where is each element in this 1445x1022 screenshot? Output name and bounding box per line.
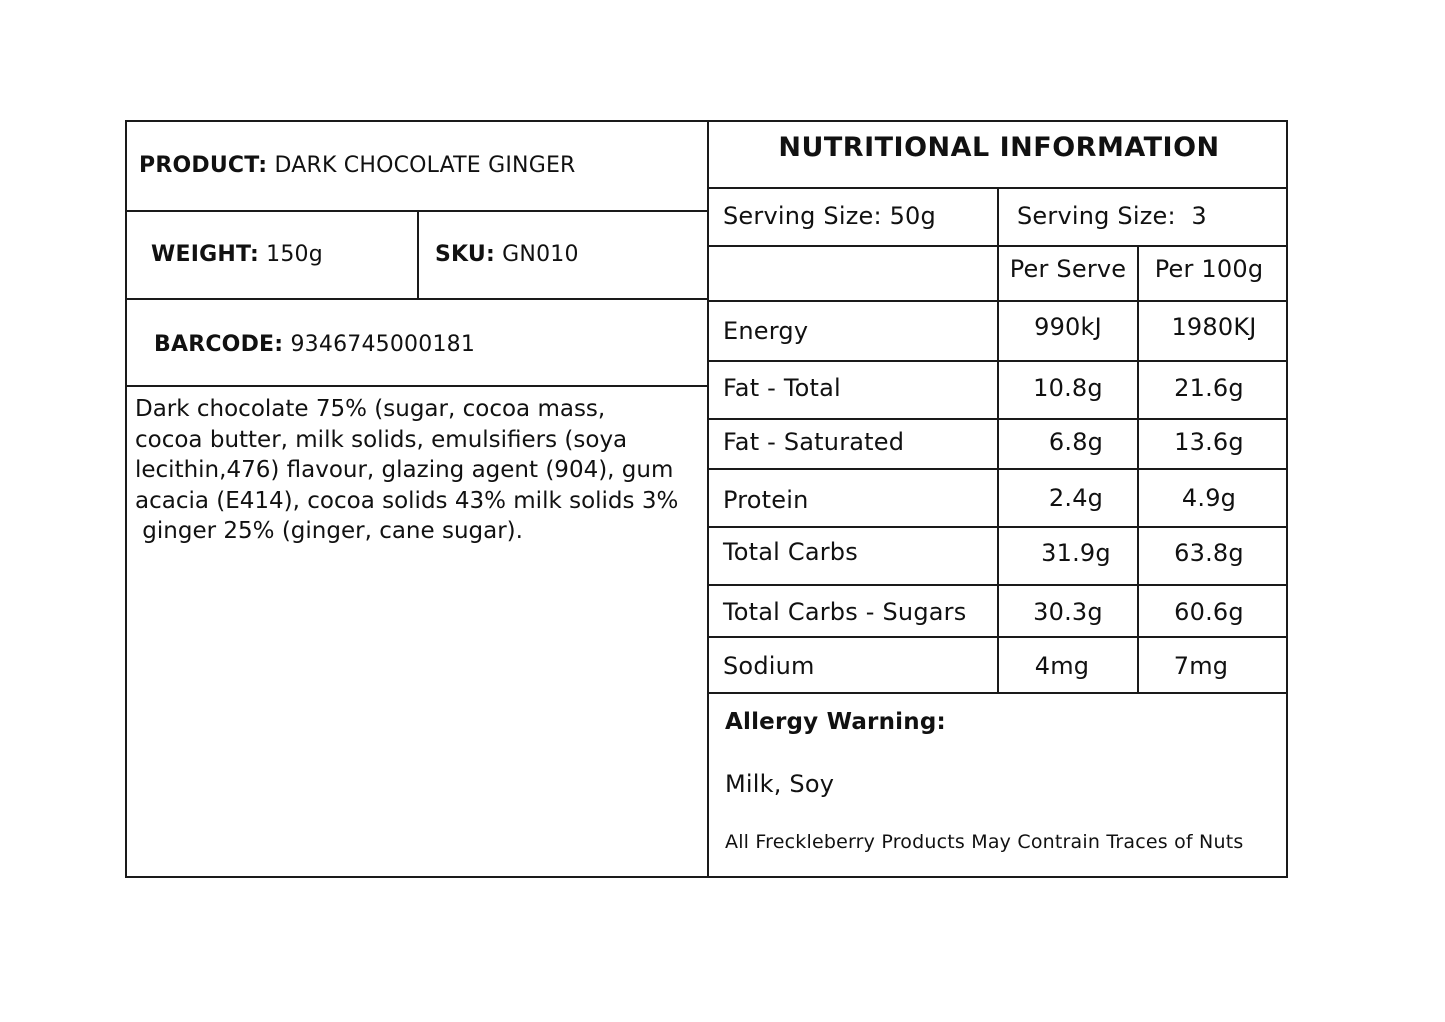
sku-label: SKU: — [435, 242, 495, 267]
ingredients-line: acacia (E414), cocoa solids 43% milk solids 3% — [135, 487, 679, 514]
barcode-field — [154, 331, 475, 359]
weight-value: 150g — [266, 242, 323, 267]
nut-traces-note: All Freckleberry Products May Contrain Traces of Nuts — [725, 831, 1244, 853]
nutrient-name: Fat - Saturated — [723, 428, 905, 456]
nutrient-name: Fat - Total — [723, 374, 841, 402]
nutrient-per-100g: 21.6g — [1174, 374, 1244, 402]
nutrient-per-serve: 30.3g — [1033, 598, 1103, 626]
barcode-value: 9346745000181 — [290, 332, 476, 357]
sku-value: GN010 — [502, 242, 579, 267]
nutrient-name: Total Carbs - Sugars — [723, 598, 967, 626]
nutrition-title: NUTRITIONAL INFORMATION — [778, 132, 1220, 163]
col-header-per-serve: Per Serve — [1009, 255, 1127, 283]
ingredients-line: lecithin,476) flavour, glazing agent (904), gum — [135, 457, 674, 483]
col-header-per-100g: Per 100g — [1154, 255, 1264, 283]
nutrient-per-serve: 990kJ — [1034, 313, 1102, 341]
divider-weight — [127, 298, 707, 300]
nutrient-name: Total Carbs — [723, 538, 858, 566]
sku-field — [435, 241, 579, 269]
nutrient-name: Sodium — [723, 652, 815, 680]
nutrient-per-100g: 13.6g — [1174, 428, 1244, 456]
allergens-list: Milk, Soy — [725, 770, 835, 798]
ingredients-line: Dark chocolate 75% (sugar, cocoa mass, — [135, 396, 606, 422]
servings-per-pack: Serving Size: 3 — [1017, 202, 1207, 230]
nutrient-per-serve: 2.4g — [1048, 484, 1104, 512]
nutrient-per-100g: 7mg — [1173, 652, 1229, 680]
ingredients-text — [135, 394, 703, 547]
serving-size: Serving Size: 50g — [723, 202, 936, 230]
divider-barcode — [127, 385, 707, 387]
nutrient-per-serve: 6.8g — [1048, 428, 1104, 456]
barcode-label: BARCODE: — [154, 332, 284, 357]
divider-weight-sku — [417, 210, 419, 300]
nutrient-per-100g: 60.6g — [1174, 598, 1244, 626]
allergy-title: Allergy Warning: — [725, 709, 946, 735]
nutrient-per-serve: 10.8g — [1033, 374, 1103, 402]
product-label: PRODUCT: — [139, 153, 268, 178]
nutrient-per-100g: 63.8g — [1174, 539, 1244, 567]
product-label-card — [125, 120, 1288, 878]
product-value: DARK CHOCOLATE GINGER — [274, 153, 576, 178]
nutrient-per-serve: 4mg — [1034, 652, 1090, 680]
ingredients-line: cocoa butter, milk solids, emulsifiers (soya — [135, 426, 628, 453]
nutrient-name: Energy — [723, 317, 809, 345]
nutrient-name: Protein — [723, 486, 809, 514]
weight-label: WEIGHT: — [151, 242, 259, 267]
nutrient-per-100g: 4.9g — [1181, 484, 1237, 512]
ingredients-line: ginger 25% (ginger, cane sugar). — [135, 518, 523, 544]
nutrient-per-serve: 31.9g — [1041, 539, 1111, 567]
product-field — [139, 152, 576, 180]
nutrient-per-100g: 1980KJ — [1171, 313, 1257, 341]
weight-field — [151, 241, 323, 269]
center-divider — [707, 122, 709, 876]
